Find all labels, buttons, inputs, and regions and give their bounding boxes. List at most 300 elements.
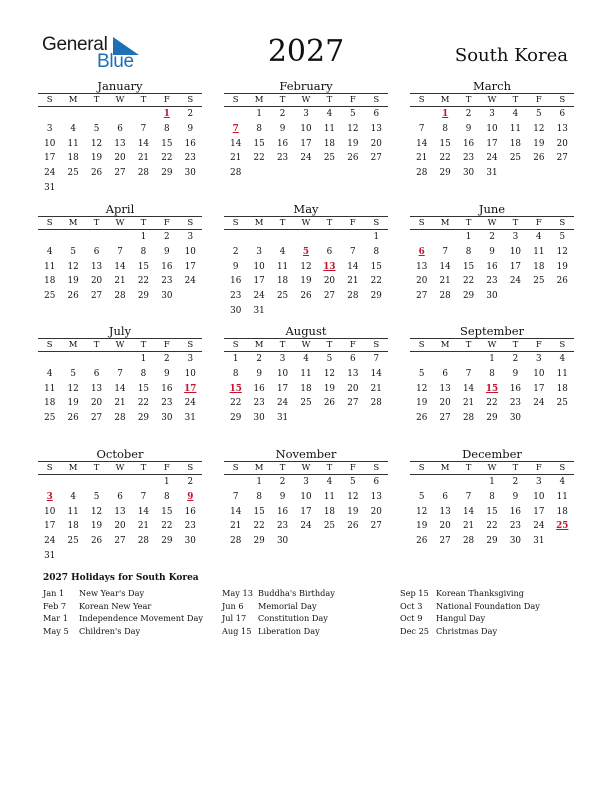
day-cell: 18	[323, 506, 336, 517]
day-cell: 1	[465, 232, 472, 242]
weekday-header: T	[504, 216, 527, 230]
weekday-header: T	[504, 338, 527, 352]
day-cell: 8	[164, 491, 170, 502]
day-cell: 28	[370, 398, 382, 409]
day-cell: 8	[232, 368, 239, 379]
weekday-header: S	[365, 216, 388, 230]
empty-day-cell	[247, 230, 270, 245]
day-cell: 2	[512, 477, 519, 487]
day-cell: 24	[184, 276, 196, 287]
day-cell: 19	[67, 398, 79, 409]
day-cell: 4	[46, 368, 53, 379]
month-april	[38, 202, 202, 304]
day-cell: 5	[70, 368, 76, 379]
weekday-header: T	[271, 461, 294, 475]
day-cell: 2	[187, 109, 194, 119]
month-november	[224, 447, 388, 549]
day-cell: 6	[93, 368, 100, 379]
day-cell: 11	[300, 368, 312, 379]
day-cell: 21	[230, 521, 242, 532]
holiday-day-cell: 15	[229, 383, 242, 394]
weekday-header: F	[527, 216, 550, 230]
day-cell: 18	[533, 261, 545, 272]
weekday-header: T	[132, 216, 155, 230]
day-cell: 16	[230, 276, 242, 287]
holiday-date: May 13	[222, 588, 253, 598]
weekday-header: W	[108, 461, 131, 475]
empty-day-cell	[38, 475, 61, 490]
day-cell: 22	[486, 398, 498, 409]
day-cell: 31	[184, 413, 196, 424]
holiday-day-cell: 3	[46, 491, 53, 502]
day-cell: 21	[137, 153, 150, 164]
weekday-header: T	[457, 338, 480, 352]
day-cell: 23	[486, 276, 498, 287]
day-cell: 14	[114, 383, 126, 394]
day-cell: 12	[347, 491, 359, 502]
empty-day-cell	[433, 475, 456, 490]
weekday-header: W	[294, 93, 317, 107]
day-cell: 25	[323, 153, 336, 164]
day-cell: 5	[536, 109, 542, 119]
weekday-header: M	[61, 461, 84, 475]
empty-day-cell	[38, 352, 61, 367]
weekday-header: S	[365, 461, 388, 475]
day-cell: 28	[114, 291, 126, 302]
month-grid	[38, 461, 202, 564]
holiday-name: Christmas Day	[436, 625, 498, 636]
day-cell: 8	[489, 368, 495, 379]
day-cell: 7	[465, 368, 472, 379]
holiday-column	[400, 587, 540, 637]
month-october	[38, 447, 202, 564]
day-cell: 26	[416, 413, 428, 424]
day-cell: 2	[489, 232, 495, 242]
day-cell: 4	[303, 354, 309, 364]
day-cell: 31	[44, 182, 56, 193]
day-cell: 26	[556, 276, 568, 287]
weekday-header: T	[318, 338, 341, 352]
month-name: December	[462, 447, 522, 461]
weekday-header: F	[527, 461, 550, 475]
day-cell: 19	[347, 506, 359, 517]
day-cell: 23	[161, 276, 173, 287]
day-cell: 19	[300, 276, 312, 287]
day-cell: 26	[300, 291, 312, 302]
day-cell: 16	[486, 261, 498, 272]
day-cell: 26	[67, 413, 79, 424]
day-cell: 8	[489, 491, 495, 502]
holiday-date: Dec 25	[400, 625, 430, 636]
empty-day-cell	[85, 107, 108, 122]
day-cell: 5	[93, 491, 100, 502]
day-cell: 28	[137, 168, 150, 179]
holiday-date: May 5	[43, 625, 69, 636]
day-cell: 12	[556, 246, 568, 257]
day-cell: 11	[276, 261, 289, 272]
day-cell: 17	[509, 261, 522, 272]
weekday-header: M	[433, 461, 456, 475]
day-cell: 13	[114, 138, 126, 149]
day-cell: 27	[439, 413, 451, 424]
weekday-header: M	[247, 461, 270, 475]
month-name: June	[478, 202, 506, 216]
month-name: April	[105, 202, 135, 216]
day-cell: 4	[326, 477, 333, 487]
day-cell: 10	[184, 246, 196, 257]
day-cell: 28	[137, 536, 150, 547]
weekday-header: S	[551, 338, 574, 352]
month-grid	[38, 93, 202, 196]
weekday-header: T	[271, 93, 294, 107]
holiday-date: Mar 1	[43, 613, 68, 623]
holiday-date: Sep 15	[400, 588, 429, 598]
holiday-item	[43, 600, 203, 613]
day-cell: 31	[486, 168, 498, 179]
day-cell: 10	[300, 123, 312, 134]
weekday-header: F	[155, 93, 178, 107]
day-cell: 29	[370, 291, 382, 302]
day-cell: 22	[486, 521, 498, 532]
day-cell: 29	[230, 413, 242, 424]
weekday-header: M	[433, 216, 456, 230]
day-cell: 19	[90, 153, 103, 164]
weekday-header: T	[504, 93, 527, 107]
day-cell: 18	[556, 506, 568, 517]
holiday-item	[400, 625, 540, 638]
calendar-year: 2027	[267, 34, 345, 69]
day-cell: 18	[556, 383, 568, 394]
holiday-date: Jan 1	[43, 588, 65, 598]
day-cell: 25	[44, 291, 56, 302]
day-cell: 20	[114, 521, 126, 532]
holiday-name: Liberation Day	[258, 625, 320, 636]
weekday-header: S	[38, 216, 61, 230]
day-cell: 1	[489, 477, 495, 487]
day-cell: 7	[117, 246, 123, 257]
day-cell: 11	[323, 123, 336, 134]
weekday-header: F	[341, 93, 364, 107]
holiday-day-cell: 6	[418, 246, 425, 257]
day-cell: 29	[137, 413, 150, 424]
day-cell: 18	[67, 521, 79, 532]
month-name: September	[459, 324, 525, 338]
day-cell: 8	[256, 491, 262, 502]
day-cell: 21	[370, 383, 382, 394]
day-cell: 18	[323, 138, 336, 149]
day-cell: 13	[114, 506, 126, 517]
month-name: July	[108, 324, 132, 338]
day-cell: 29	[486, 536, 498, 547]
weekday-header: W	[108, 216, 131, 230]
day-cell: 7	[140, 123, 147, 134]
day-cell: 24	[533, 398, 545, 409]
day-cell: 8	[140, 246, 147, 257]
day-cell: 22	[137, 276, 150, 287]
day-cell: 20	[439, 398, 451, 409]
day-cell: 21	[114, 276, 126, 287]
weekday-header: W	[480, 216, 503, 230]
day-cell: 24	[300, 153, 312, 164]
day-cell: 9	[164, 368, 170, 379]
day-cell: 9	[512, 368, 519, 379]
day-cell: 13	[439, 383, 451, 394]
holiday-item	[222, 600, 335, 613]
day-cell: 14	[370, 368, 382, 379]
day-cell: 1	[373, 232, 380, 242]
day-cell: 5	[350, 477, 356, 487]
day-cell: 22	[370, 276, 382, 287]
day-cell: 17	[184, 261, 196, 272]
day-cell: 24	[184, 398, 196, 409]
day-cell: 9	[164, 246, 170, 257]
day-cell: 5	[70, 246, 76, 257]
day-cell: 16	[509, 506, 522, 517]
day-cell: 13	[439, 506, 451, 517]
day-cell: 26	[90, 536, 103, 547]
empty-day-cell	[294, 230, 317, 245]
day-cell: 24	[276, 398, 289, 409]
day-cell: 30	[486, 291, 498, 302]
day-cell: 8	[140, 368, 147, 379]
day-cell: 13	[416, 261, 428, 272]
day-cell: 21	[462, 521, 475, 532]
weekday-header: W	[294, 338, 317, 352]
holiday-name: New Year's Day	[79, 588, 145, 598]
day-cell: 29	[462, 291, 475, 302]
day-cell: 17	[44, 521, 56, 532]
day-cell: 10	[300, 491, 312, 502]
day-cell: 16	[276, 138, 289, 149]
holiday-name: Constitution Day	[258, 613, 328, 623]
day-cell: 9	[256, 368, 262, 379]
weekday-header: S	[224, 461, 247, 475]
day-cell: 6	[117, 491, 123, 502]
day-cell: 23	[184, 153, 196, 164]
holiday-item	[43, 587, 203, 600]
day-cell: 24	[486, 153, 498, 164]
month-december	[410, 447, 574, 549]
day-cell: 19	[556, 261, 568, 272]
day-cell: 29	[486, 413, 498, 424]
day-cell: 25	[323, 521, 336, 532]
weekday-header: W	[294, 461, 317, 475]
holiday-date: Aug 15	[222, 625, 252, 636]
weekday-header: S	[551, 93, 574, 107]
day-cell: 3	[46, 123, 53, 134]
day-cell: 10	[533, 368, 545, 379]
weekday-header: T	[85, 461, 108, 475]
day-cell: 20	[439, 521, 451, 532]
weekday-header: M	[61, 338, 84, 352]
day-cell: 25	[276, 291, 289, 302]
day-cell: 30	[184, 168, 196, 179]
weekday-header: F	[341, 216, 364, 230]
day-cell: 15	[486, 506, 498, 517]
weekday-header: T	[318, 461, 341, 475]
holiday-name: Korean New Year	[79, 600, 152, 611]
day-cell: 9	[512, 491, 519, 502]
month-grid	[410, 216, 574, 304]
holiday-day-cell: 9	[187, 491, 194, 502]
day-cell: 29	[253, 536, 265, 547]
day-cell: 30	[230, 305, 242, 316]
month-grid	[410, 338, 574, 426]
month-name: May	[293, 202, 319, 216]
weekday-header: T	[457, 461, 480, 475]
weekday-header: W	[480, 461, 503, 475]
day-cell: 9	[279, 123, 286, 134]
month-grid	[224, 461, 388, 549]
day-cell: 20	[370, 506, 382, 517]
empty-day-cell	[132, 107, 155, 122]
holiday-item	[222, 587, 335, 600]
day-cell: 15	[137, 261, 150, 272]
day-cell: 8	[164, 123, 170, 134]
holiday-item	[400, 600, 540, 613]
day-cell: 18	[44, 276, 56, 287]
day-cell: 10	[44, 506, 56, 517]
day-cell: 8	[442, 123, 448, 134]
day-cell: 20	[370, 138, 382, 149]
weekday-header: S	[410, 338, 433, 352]
day-cell: 28	[462, 413, 475, 424]
day-cell: 16	[184, 506, 196, 517]
day-cell: 2	[187, 477, 194, 487]
month-february	[224, 79, 388, 181]
weekday-header: M	[61, 216, 84, 230]
weekday-header: F	[341, 338, 364, 352]
day-cell: 9	[187, 123, 194, 134]
weekday-header: W	[480, 338, 503, 352]
weekday-header: M	[433, 93, 456, 107]
holiday-item	[222, 625, 335, 638]
day-cell: 7	[140, 491, 147, 502]
day-cell: 5	[418, 368, 425, 379]
day-cell: 3	[187, 232, 194, 242]
weekday-header: W	[480, 93, 503, 107]
day-cell: 20	[347, 383, 359, 394]
day-cell: 21	[347, 276, 359, 287]
empty-day-cell	[457, 475, 480, 490]
day-cell: 24	[253, 291, 265, 302]
day-cell: 23	[276, 153, 289, 164]
day-cell: 27	[347, 398, 359, 409]
weekday-header: T	[318, 216, 341, 230]
day-cell: 10	[533, 491, 545, 502]
day-cell: 28	[462, 536, 475, 547]
day-cell: 1	[489, 354, 495, 364]
day-cell: 11	[67, 506, 79, 517]
day-cell: 12	[67, 383, 79, 394]
weekday-header: T	[271, 338, 294, 352]
day-cell: 6	[117, 123, 123, 134]
day-cell: 26	[533, 153, 545, 164]
day-cell: 19	[90, 521, 103, 532]
day-cell: 6	[350, 354, 356, 364]
weekday-header: F	[341, 461, 364, 475]
holiday-day-cell: 17	[184, 383, 197, 394]
empty-day-cell	[433, 230, 456, 245]
weekday-header: S	[38, 461, 61, 475]
holiday-name: Independence Movement Day	[79, 613, 203, 623]
day-cell: 23	[276, 521, 289, 532]
day-cell: 26	[323, 398, 336, 409]
empty-day-cell	[457, 352, 480, 367]
day-cell: 13	[370, 491, 382, 502]
day-cell: 19	[416, 398, 428, 409]
day-cell: 18	[509, 138, 522, 149]
day-cell: 23	[184, 521, 196, 532]
empty-day-cell	[224, 230, 247, 245]
day-cell: 19	[323, 383, 336, 394]
weekday-header: T	[132, 338, 155, 352]
month-name: October	[96, 447, 144, 461]
day-cell: 27	[439, 536, 451, 547]
day-cell: 7	[465, 491, 472, 502]
day-cell: 7	[418, 123, 425, 134]
day-cell: 21	[114, 398, 126, 409]
day-cell: 4	[326, 109, 333, 119]
day-cell: 15	[137, 383, 150, 394]
day-cell: 10	[486, 123, 498, 134]
day-cell: 5	[350, 109, 356, 119]
day-cell: 29	[161, 168, 173, 179]
day-cell: 7	[442, 246, 448, 257]
day-cell: 16	[276, 506, 289, 517]
day-cell: 2	[279, 109, 286, 119]
day-cell: 31	[44, 550, 56, 561]
day-cell: 8	[256, 123, 262, 134]
day-cell: 25	[556, 398, 568, 409]
day-cell: 6	[373, 109, 380, 119]
day-cell: 27	[90, 413, 103, 424]
holiday-date: Jun 6	[222, 600, 244, 611]
day-cell: 12	[90, 138, 103, 149]
day-cell: 16	[161, 383, 173, 394]
day-cell: 17	[486, 138, 498, 149]
day-cell: 14	[416, 138, 428, 149]
day-cell: 12	[300, 261, 312, 272]
day-cell: 17	[533, 383, 545, 394]
empty-day-cell	[433, 352, 456, 367]
day-cell: 23	[253, 398, 265, 409]
day-cell: 22	[462, 276, 475, 287]
day-cell: 13	[90, 383, 103, 394]
day-cell: 24	[300, 521, 312, 532]
empty-day-cell	[271, 230, 294, 245]
empty-day-cell	[38, 230, 61, 245]
day-cell: 14	[347, 261, 359, 272]
day-cell: 3	[256, 246, 262, 257]
weekday-header: S	[410, 93, 433, 107]
day-cell: 17	[533, 506, 545, 517]
month-june	[410, 202, 574, 304]
day-cell: 9	[489, 246, 495, 257]
day-cell: 11	[533, 246, 545, 257]
day-cell: 14	[230, 138, 242, 149]
month-january	[38, 79, 202, 196]
day-cell: 14	[230, 506, 242, 517]
weekday-header: F	[527, 93, 550, 107]
holiday-name: Children's Day	[79, 625, 141, 636]
holiday-day-cell: 13	[323, 261, 336, 272]
day-cell: 16	[253, 383, 265, 394]
day-cell: 2	[256, 354, 262, 364]
month-may	[224, 202, 388, 319]
day-cell: 12	[90, 506, 103, 517]
holiday-column	[43, 587, 203, 637]
